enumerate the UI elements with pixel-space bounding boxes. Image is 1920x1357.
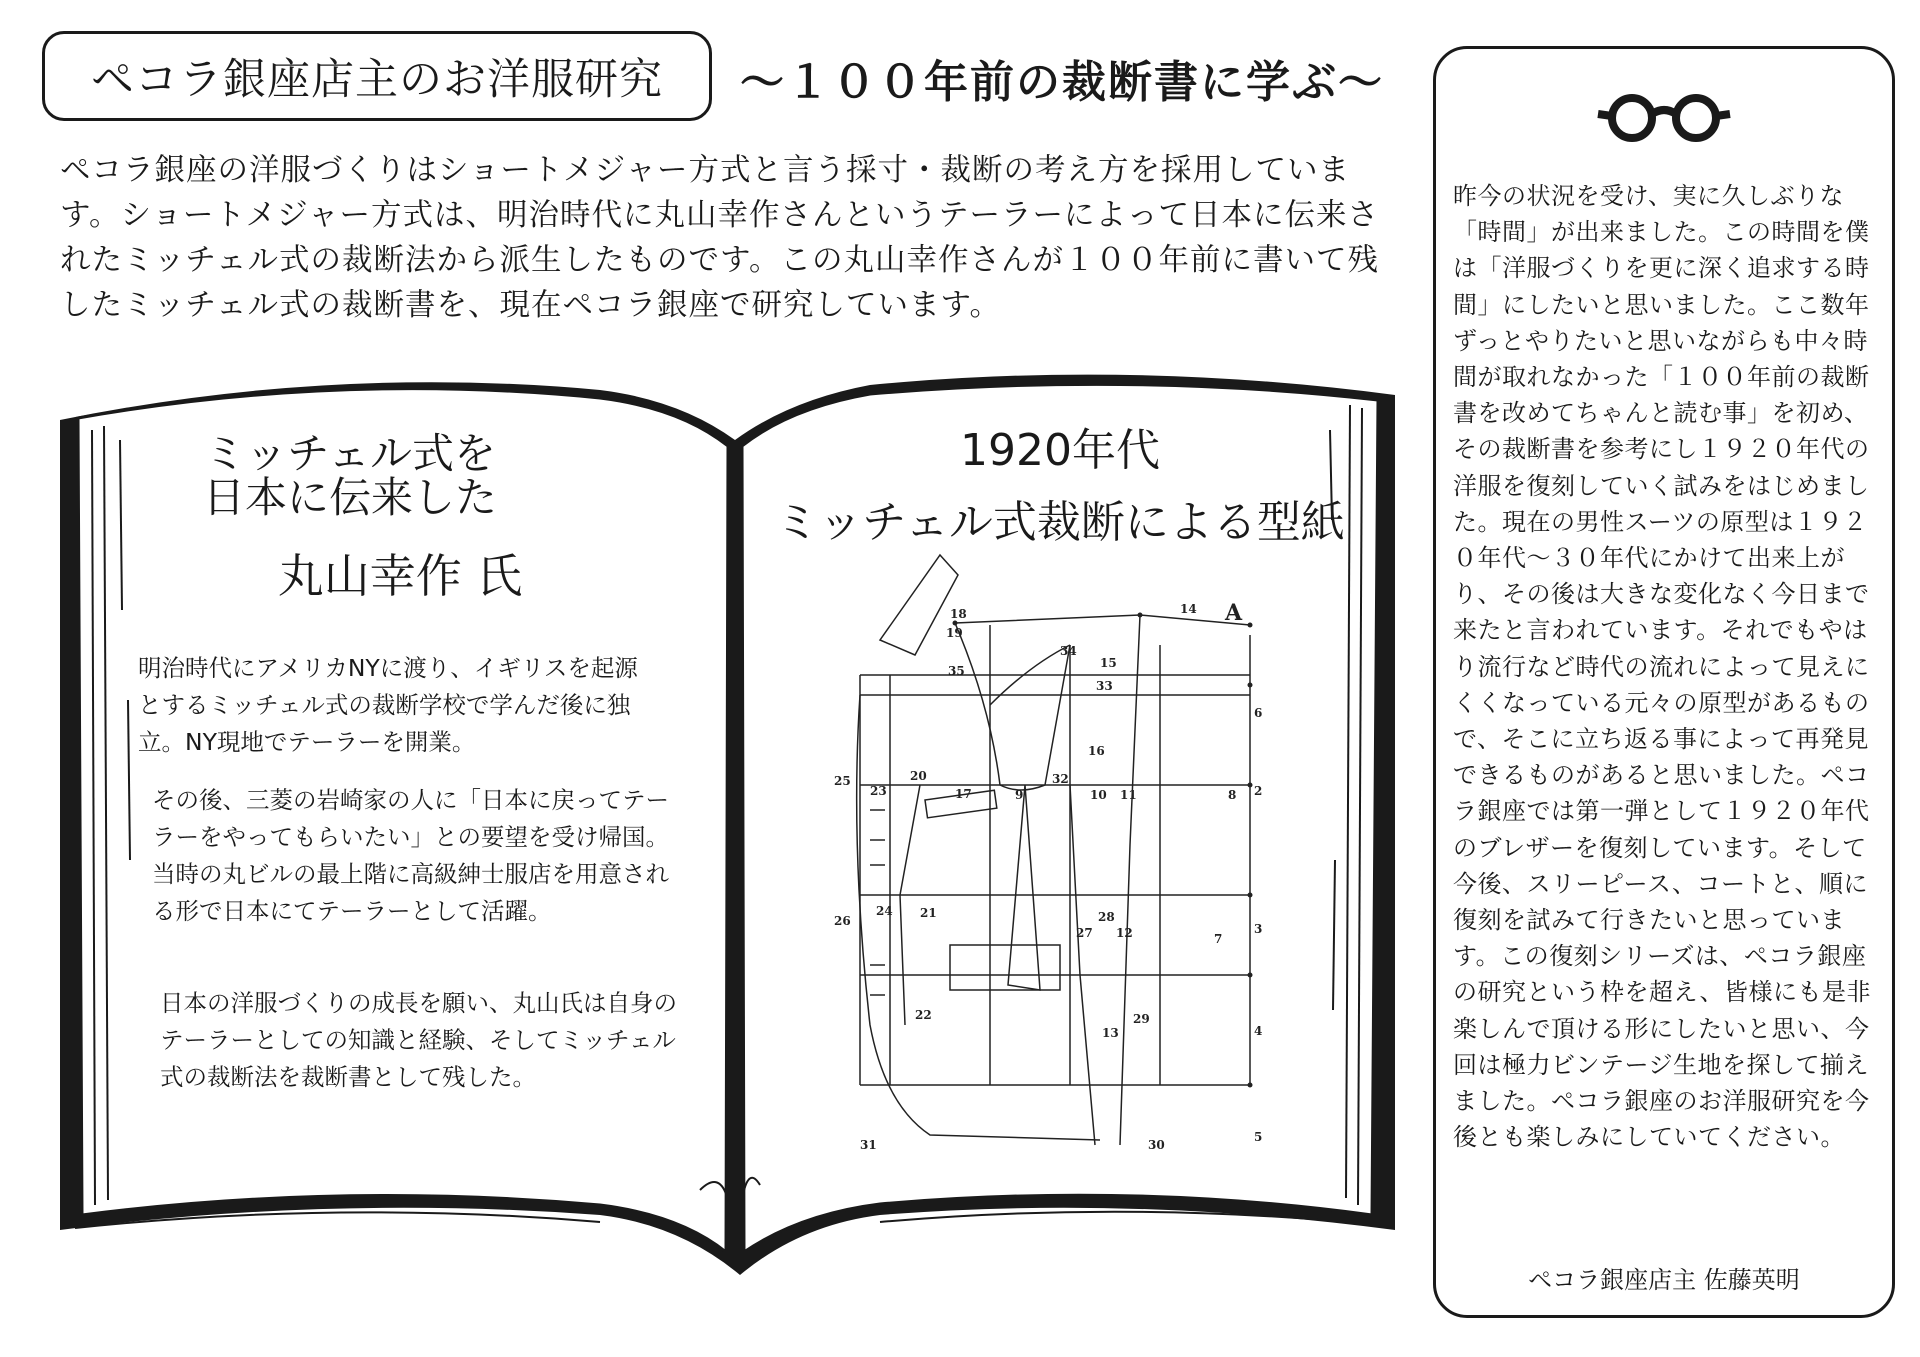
pattern-label-10: 10 bbox=[1090, 788, 1107, 802]
pattern-label-30: 30 bbox=[1148, 1138, 1165, 1152]
tailor-name: 丸山幸作 氏 bbox=[277, 549, 523, 603]
pattern-label-3: 3 bbox=[1254, 922, 1263, 936]
pattern-label-35: 35 bbox=[948, 664, 965, 678]
page-title: ペコラ銀座店主のお洋服研究 bbox=[91, 54, 663, 105]
pattern-label-31: 31 bbox=[860, 1138, 877, 1152]
signature: ペコラ銀座店主 佐藤英明 bbox=[1528, 1266, 1800, 1294]
pattern-label-34: 34 bbox=[1060, 644, 1077, 658]
pattern-label-22: 22 bbox=[915, 1008, 932, 1022]
pattern-label-25: 25 bbox=[834, 774, 851, 788]
pattern-label-19: 19 bbox=[946, 626, 963, 640]
left-page-heading bbox=[190, 429, 510, 522]
left-paragraph-3: 日本の洋服づくりの成長を願い、丸山氏は自身のテーラーとしての知識と経験、そしてミッチェル式の裁断法を裁断書として残した。 bbox=[160, 989, 677, 1091]
pattern-label-29: 29 bbox=[1133, 1012, 1150, 1026]
pattern-label-5: 5 bbox=[1254, 1130, 1263, 1144]
pattern-label-18: 18 bbox=[950, 607, 967, 621]
left-paragraph-1: 明治時代にアメリカNYに渡り、イギリスを起源とするミッチェル式の裁断学校で学んだ後に独立。NY現地でテーラーを開業。 bbox=[138, 654, 638, 756]
pattern-label-27: 27 bbox=[1076, 926, 1093, 940]
glasses-icon bbox=[1594, 86, 1734, 146]
pattern-label-26: 26 bbox=[834, 914, 851, 928]
pattern-label-14: 14 bbox=[1180, 602, 1197, 616]
pattern-label-17: 17 bbox=[955, 787, 972, 801]
pattern-label-8: 8 bbox=[1228, 788, 1237, 802]
pattern-label-6: 6 bbox=[1254, 706, 1263, 720]
pattern-label-9: 9 bbox=[1015, 788, 1024, 802]
pattern-label-2: 2 bbox=[1254, 784, 1263, 798]
pattern-label-21: 21 bbox=[920, 906, 937, 920]
pattern-label-7: 7 bbox=[1214, 932, 1223, 946]
intro-paragraph: ペコラ銀座の洋服づくりはショートメジャー方式と言う採寸・裁断の考え方を採用しています。ショートメジャー方式は、明治時代に丸山幸作さんというテーラーによって日本に伝来されたミッチェル式の裁断法から派生したものです。この丸山幸作さんが１００年前に書いて残したミッチェル式の裁断書を、現在ペコラ銀座で研究しています。 bbox=[60, 153, 1380, 323]
right-heading-line2: ミッチェル式裁断による型紙 bbox=[775, 497, 1345, 548]
right-page-heading bbox=[760, 415, 1360, 559]
pattern-label-28: 28 bbox=[1098, 910, 1115, 924]
pattern-label-16: 16 bbox=[1088, 744, 1105, 758]
left-heading-line2: 日本に伝来した bbox=[202, 473, 497, 522]
pattern-label-11: 11 bbox=[1120, 788, 1137, 802]
left-paragraph-2: その後、三菱の岩崎家の人に「日本に戻ってテーラーをやってもらいたい」との要望を受け帰国。当時の丸ビルの最上階に高級紳士服店を用意される形で日本にてテーラーとして活躍。 bbox=[152, 786, 669, 925]
right-heading-line1: 1920年代 bbox=[960, 425, 1160, 476]
pattern-label-20: 20 bbox=[910, 769, 927, 783]
pattern-label-13: 13 bbox=[1102, 1026, 1119, 1040]
pattern-label-33: 33 bbox=[1096, 679, 1113, 693]
pattern-label-24: 24 bbox=[876, 904, 893, 918]
page-subtitle: ～１００年前の裁断書に学ぶ～ bbox=[740, 57, 1384, 108]
pattern-label-12: 12 bbox=[1116, 926, 1133, 940]
sewing-pattern-diagram bbox=[830, 545, 1280, 1165]
sidebar-text: 昨今の状況を受け、実に久しぶりな「時間」が出来ました。この時間を僕は「洋服づくりを更に深く追求する時間」にしたいと思いました。ここ数年ずっとやりたいと思いながらも中々時間が取れなかった「１００年前の裁断書を改めてちゃんと読む事」を初め、その裁断書を参考にし１９２０年代の洋服を復刻していく試みをはじめました。現在の男性スーツの原型は１９２０年代～３０年代にかけて出来上がり、その後は大きな変化なく今日まで来たと言われています。それでもやはり流行など時代の流れによって見えにくくなっている元々の原型があるもので、そこに立ち返る事によって再発見できるものがあると思いました。ペコラ銀座では第一弾として１９２０年代のブレザーを復刻しています。そして今後、スリーピース、コートと、順に復刻を試みて行きたいと思っています。この復刻シリーズは、ペコラ銀座の研究という枠を超え、皆様にも是非楽しんで頂ける形にしたいと思い、今回は極力ビンテージ生地を探して揃えました。ペコラ銀座のお洋服研究を今後とも楽しみにしていてください。 bbox=[1453, 182, 1871, 1152]
pattern-label-15: 15 bbox=[1100, 656, 1117, 670]
left-heading-line1: ミッチェル式を bbox=[204, 429, 496, 478]
pattern-label-23: 23 bbox=[870, 784, 887, 798]
pattern-label-32: 32 bbox=[1052, 772, 1069, 786]
pattern-label-a: A bbox=[1225, 600, 1243, 626]
pattern-label-4: 4 bbox=[1254, 1024, 1263, 1038]
